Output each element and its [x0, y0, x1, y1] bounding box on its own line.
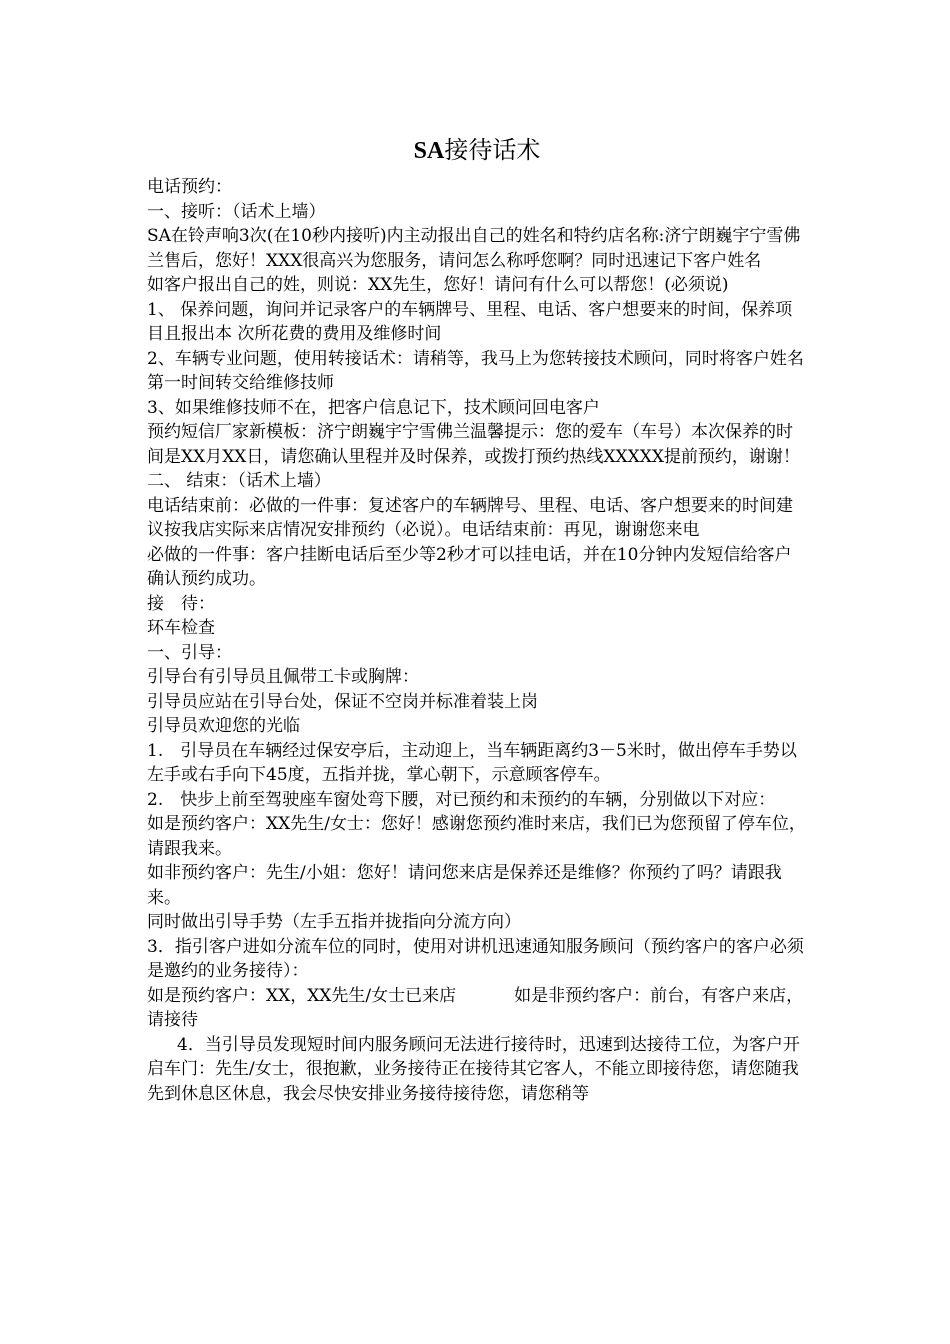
heading-walkaround: 环车检查 [147, 618, 215, 638]
paragraph-radio-calls [147, 984, 807, 1033]
paragraph-guide-gesture: 同时做出引导手势（左手五指并拢指向分流方向） [147, 912, 521, 932]
paragraph-before-end: 电话结束前：必做的一件事：复述客户的车辆牌号、里程、电话、客户想要来的时间建议按我店实际来店情况安排预约（必说）。电话结束前：再见，谢谢您来电 [147, 495, 793, 540]
paragraph-walkin-customer: 如非预约客户：先生/小姐：您好！请问您来店是保养还是维修？你预约了吗？请跟我来。 [147, 863, 782, 908]
list-item-notify-advisor: 3．指引客户进如分流车位的同时，使用对讲机迅速通知服务顾问（预约客户的客户必须是邀约的业务接待）： [147, 936, 804, 981]
paragraph-greeting: SA在铃声响3次(在10秒内接听)内主动报出自己的姓名和特约店名称:济宁朗巍宇宁雪佛兰售后，您好！XXX很高兴为您服务，请问怎么称呼您啊？同时迅速记下客户姓名 [147, 226, 801, 271]
title-latin: SA [413, 138, 445, 164]
section-heading-phone-booking: 电话预约： [147, 177, 232, 197]
paragraph-guide-station: 引导员应站在引导台处，保证不空岗并标准着装上岗 [147, 691, 538, 712]
list-item-no-advisor: 4．当引导员发现短时间内服务顾问无法进行接待时，迅速到达接待工位，为客户开启车门：先生/女士，很抱歉，业务接待正在接待其它客人，不能立即接待您，请您随我先到休息区休息，我会尽快安排业务接待接待您，请您稍等 [147, 1034, 800, 1104]
list-item-maintenance: 1、 保养问题，询问并记录客户的车辆牌号、里程、电话、客户想要来的时间，保养项目且报出本 次所花费的费用及维修时间 [147, 299, 793, 344]
document-page [147, 130, 807, 1106]
title-text: 接待话术 [444, 136, 541, 164]
paragraph-must-do: 必做的一件事：客户挂断电话后至少等2秒才可以挂电话，并在10分钟内发短信给客户确认预约成功。 [147, 544, 792, 589]
list-item-callback: 3、如果维修技师不在，把客户信息记下，技术顾问回电客户 [147, 397, 600, 418]
paragraph-guide-desk: 引导台有引导员且佩带工卡或胸牌： [147, 667, 419, 687]
radio-call-booked: 如是预约客户：XX，XX先生/女士已来店 [147, 985, 457, 1006]
radio-call-walkin: 如是非预约客户：前台，有客户来店，请接待 [147, 985, 804, 1030]
subheading-answer: 一、接听：（话术上墙） [147, 201, 326, 222]
list-item-technical: 2、车辆专业问题，使用转接话术：请稍等，我马上为您转接技术顾问，同时将客户姓名第一时间转交给维修技师 [147, 348, 804, 393]
list-item-approach: 2. 快步上前至驾驶座车窗处弯下腰，对已预约和未预约的车辆，分别做以下对应： [147, 789, 776, 810]
paragraph-welcome: 引导员欢迎您的光临 [147, 716, 300, 736]
list-item-stop-gesture: 1. 引导员在车辆经过保安亭后，主动迎上，当车辆距离约3－5米时，做出停车手势以左手或右手向下45度，五指并拢，掌心朝下，示意顾客停车。 [147, 740, 797, 785]
section-heading-reception: 接 待： [147, 593, 215, 614]
paragraph-booked-customer: 如是预约客户：XX先生/女士：您好！感谢您预约准时来店，我们已为您预留了停车位，请跟我来。 [147, 814, 806, 859]
subheading-guide: 一、引导： [147, 642, 232, 663]
page-title [147, 130, 807, 171]
paragraph-sms-template: 预约短信厂家新模板：济宁朗巍宇宁雪佛兰温馨提示：您的爱车（车号）本次保养的时间是XX月XX日，请您确认里程并及时保养，或拨打预约热线XXXXX提前预约，谢谢！ [147, 422, 800, 467]
subheading-end: 二、 结束：（话术上墙） [147, 471, 331, 491]
paragraph-surname: 如客户报出自己的姓，则说：XX先生，您好！请问有什么可以帮您！(必须说) [147, 275, 729, 295]
